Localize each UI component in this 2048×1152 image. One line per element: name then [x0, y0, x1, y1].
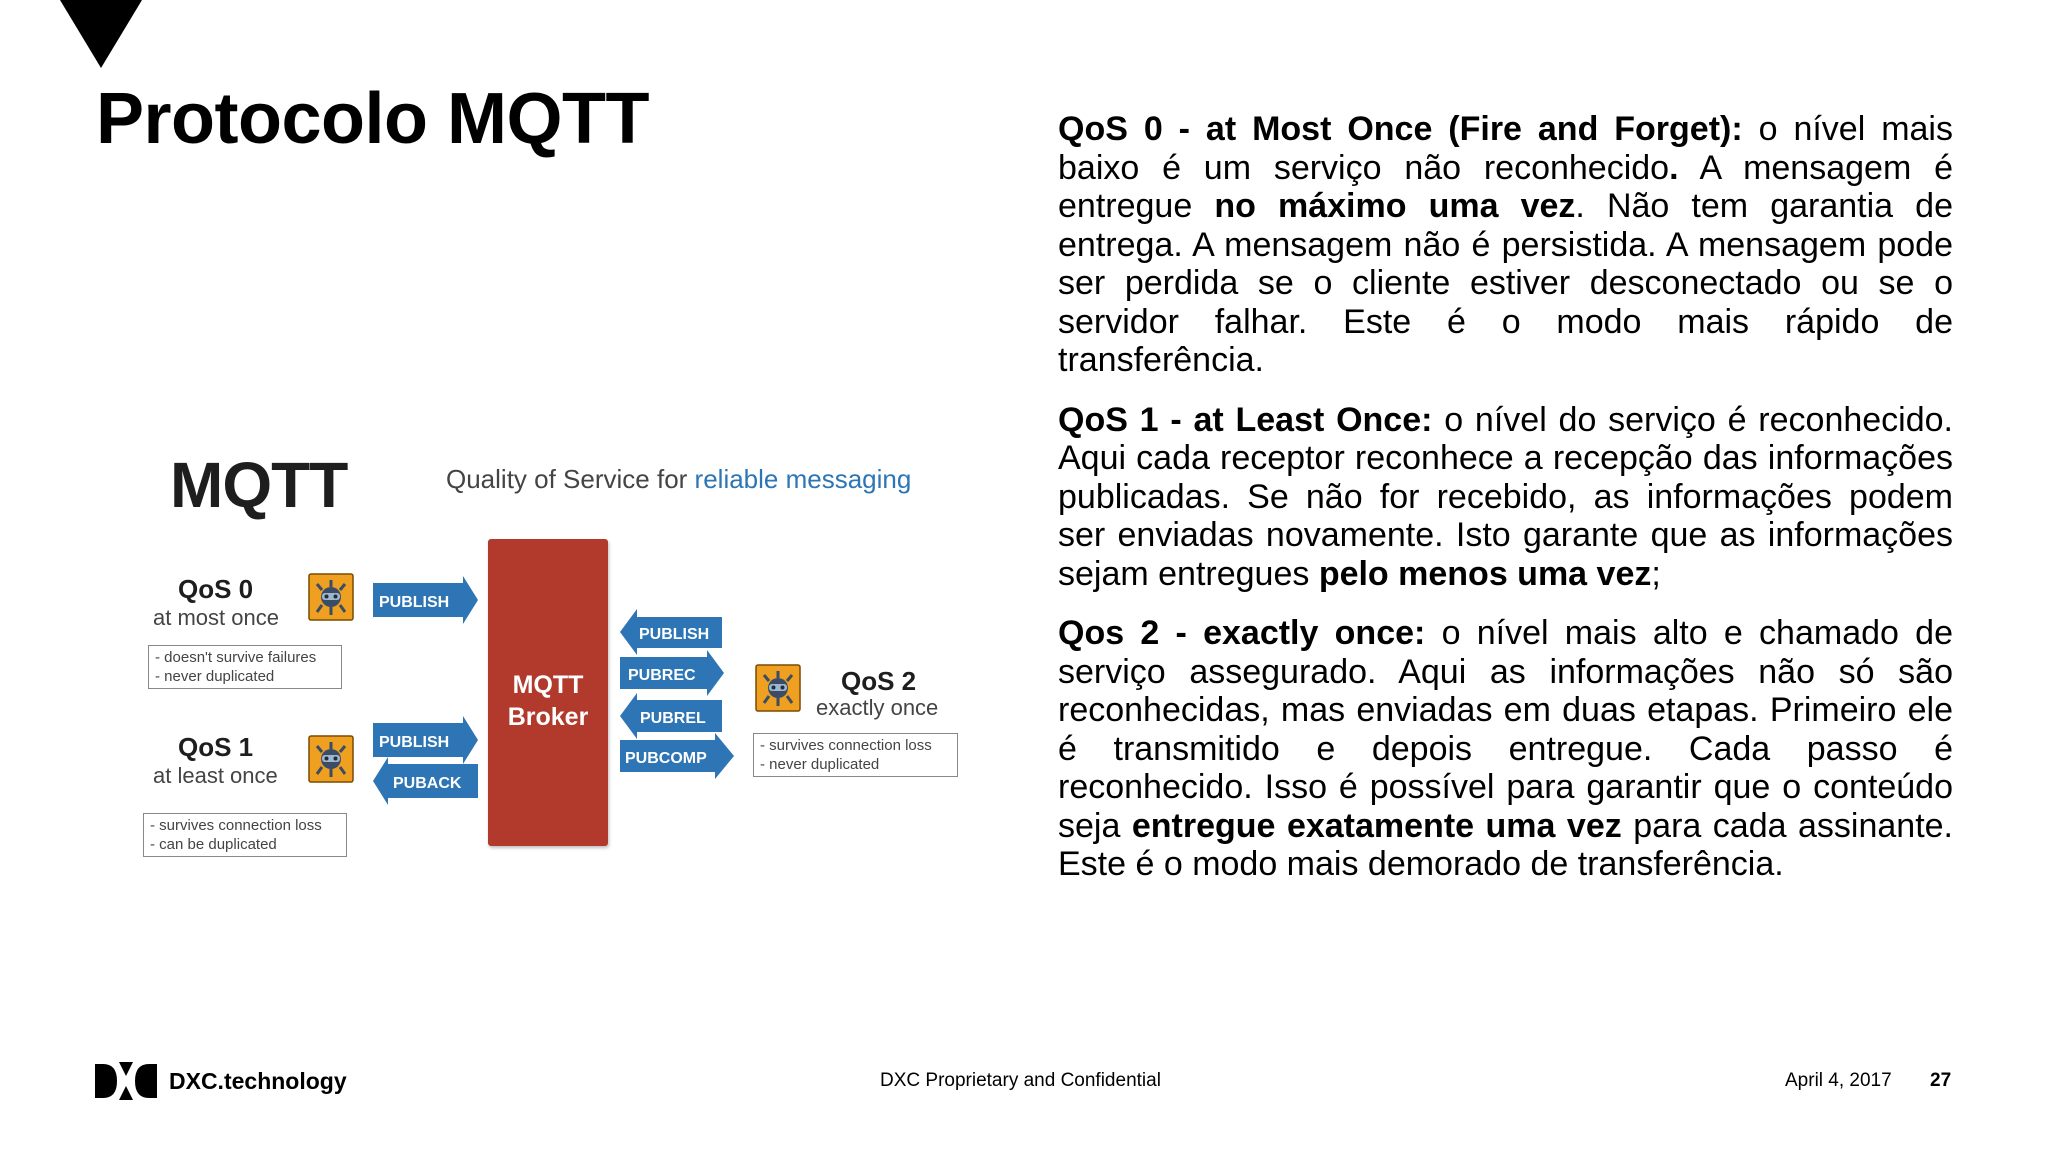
qos2-note-1: - survives connection loss — [760, 737, 932, 754]
client-device-icon — [756, 665, 800, 711]
qos1-name: QoS 1 — [178, 732, 254, 762]
subtitle-plain: Quality of Service for — [446, 464, 695, 494]
dxc-mark-icon — [95, 1060, 157, 1102]
qos0-name: QoS 0 — [178, 574, 254, 604]
arrow-label: PUBCOMP — [625, 750, 707, 767]
qos1-publish-arrow — [373, 716, 478, 764]
broker-label-line1: MQTT — [512, 671, 584, 699]
client-device-icon — [309, 574, 353, 620]
arrow-label: PUBLISH — [639, 626, 710, 643]
arrow-label: PUBLISH — [379, 594, 450, 611]
footer-brand: DXC.technology — [169, 1067, 347, 1094]
qos0-note-1: - doesn't survive failures — [155, 649, 317, 666]
mqtt-logo: MQTT — [170, 449, 348, 521]
page-number: 27 — [1930, 1070, 1952, 1091]
qos2-name: QoS 2 — [841, 666, 917, 696]
mqtt-qos-diagram — [130, 430, 970, 870]
client-device-icon — [309, 736, 353, 782]
qos0-desc: at most once — [153, 605, 279, 630]
qos2-note-2: - never duplicated — [760, 756, 880, 773]
diagram-subtitle — [446, 464, 911, 495]
broker-label — [488, 669, 608, 733]
arrow-label: PUBREC — [628, 667, 696, 684]
footer-confidential: DXC Proprietary and Confidential — [880, 1070, 1161, 1091]
broker-label-line2: Broker — [507, 703, 589, 731]
qos1-desc: at least once — [153, 763, 278, 788]
qos2-paragraph: Qos 2 - exactly once: o nível mais alto e chamado de serviço assegurado. Aqui as informações não só são reconhecidas, mas enviadas em duas etapas. Primeiro ele é transmitido e depois entregue. Cada passo é reconhecido. Isso é possível para garantir que o conteúdo seja entregue exatamente uma vez para cada assinante. Este é o modo mais demorado de transferência. — [1058, 614, 1954, 883]
qos2-pubcomp-arrow — [620, 733, 734, 779]
qos1-puback-arrow — [373, 757, 478, 805]
qos0-note-2: - never duplicated — [155, 668, 275, 685]
qos2-publish-arrow — [620, 609, 722, 655]
qos-explanation — [1058, 110, 1953, 905]
qos1-paragraph: QoS 1 - at Least Once: o nível do serviço é reconhecido. Aqui cada receptor reconhece a recepção das informações publicadas. Se não for recebido, as informações podem ser enviadas novamente. Isto garante que as informações sejam entregues pelo menos uma vez; — [1058, 400, 1953, 593]
subtitle-accent: reliable messaging — [694, 464, 912, 494]
qos2-notes — [753, 733, 958, 777]
qos1-note-1: - survives connection loss — [150, 817, 322, 834]
dxc-logo — [95, 1060, 347, 1102]
arrow-label: PUBREL — [640, 710, 706, 727]
footer-date: April 4, 2017 — [1785, 1070, 1892, 1091]
corner-triangle — [60, 0, 142, 68]
qos2-desc: exactly once — [816, 695, 939, 720]
slide-title: Protocolo MQTT — [96, 79, 649, 159]
mqtt-broker-box — [488, 539, 608, 846]
qos0-paragraph: QoS 0 - at Most Once (Fire and Forget): o nível mais baixo é um serviço não reconhecido. A mensagem é entregue no máximo uma vez. Não tem garantia de entrega. A mensagem não é persistida. A mensagem pode ser perdida se o cliente estiver desconectado ou se o servidor falhar. Este é o modo mais rápido de transferência. — [1058, 110, 1953, 379]
qos0-publish-arrow — [373, 576, 478, 624]
qos1-notes — [143, 813, 347, 857]
qos0-notes — [148, 645, 342, 689]
qos1-note-2: - can be duplicated — [150, 836, 277, 853]
qos2-pubrec-arrow — [620, 650, 724, 696]
qos2-pubrel-arrow — [620, 693, 722, 739]
arrow-label: PUBACK — [393, 775, 462, 792]
arrow-label: PUBLISH — [379, 734, 450, 751]
